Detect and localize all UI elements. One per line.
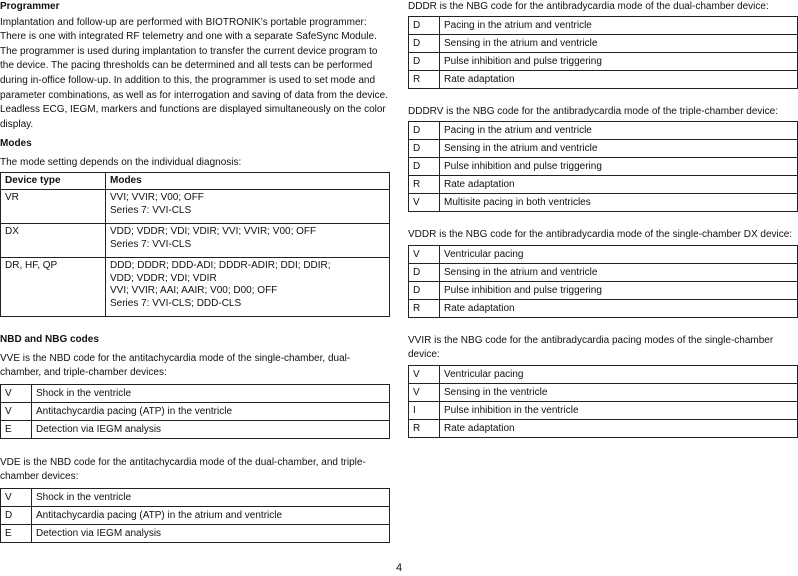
code-cell: I bbox=[409, 401, 440, 419]
table-row bbox=[409, 383, 798, 401]
description-cell: Antitachycardia pacing (ATP) in the atrium and ventricle bbox=[32, 507, 390, 525]
table-row bbox=[1, 420, 390, 438]
modes-heading: Modes bbox=[0, 138, 32, 150]
description-cell: Ventricular pacing bbox=[440, 245, 798, 263]
vvir-intro: VVIR is the NBG code for the antibradycardia pacing modes of the single-chamber device: bbox=[408, 334, 774, 361]
table-row bbox=[409, 16, 798, 34]
code-cell: V bbox=[1, 402, 32, 420]
code-cell: E bbox=[1, 420, 32, 438]
table-row bbox=[409, 419, 798, 437]
description-cell: Rate adaptation bbox=[440, 70, 798, 88]
modes-cell bbox=[106, 190, 390, 224]
table-row bbox=[409, 70, 798, 88]
table-row bbox=[1, 489, 390, 507]
description-cell: Ventricular pacing bbox=[440, 365, 798, 383]
table-row bbox=[1, 507, 390, 525]
header-device-type: Device type bbox=[1, 172, 106, 190]
table-row bbox=[1, 525, 390, 543]
table-row bbox=[409, 34, 798, 52]
code-cell: V bbox=[409, 365, 440, 383]
vde-table bbox=[0, 488, 390, 543]
dddr-intro: DDDR is the NBG code for the antibradycardia mode of the dual-chamber device: bbox=[408, 1, 769, 12]
right-column bbox=[408, 0, 798, 438]
nbd-heading: NBD and NBG codes bbox=[0, 334, 99, 346]
vve-table bbox=[0, 384, 390, 439]
modes-cell bbox=[106, 224, 390, 258]
table-row bbox=[1, 402, 390, 420]
table-row bbox=[409, 263, 798, 281]
code-cell: V bbox=[1, 489, 32, 507]
description-cell: Shock in the ventricle bbox=[32, 384, 390, 402]
table-row bbox=[409, 140, 798, 158]
description-cell: Detection via IEGM analysis bbox=[32, 525, 390, 543]
table-row bbox=[409, 401, 798, 419]
modes-line: Series 7: VVI-CLS; DDD-CLS bbox=[110, 297, 242, 309]
modes-intro: The mode setting depends on the individual diagnosis: bbox=[0, 156, 242, 168]
page-number: 4 bbox=[395, 562, 403, 574]
table-header-row bbox=[1, 172, 390, 190]
table-row bbox=[409, 194, 798, 212]
vvir-table bbox=[408, 365, 798, 438]
dddr-table bbox=[408, 16, 798, 89]
description-cell: Pulse inhibition in the ventricle bbox=[440, 401, 798, 419]
modes-line: VDD; VDDR; VDI; VDIR; VVI; VVIR; V00; OFF bbox=[110, 226, 317, 238]
description-cell: Rate adaptation bbox=[440, 299, 798, 317]
code-cell: R bbox=[409, 176, 440, 194]
description-cell: Sensing in the atrium and ventricle bbox=[440, 34, 798, 52]
modes-line: VVI; VVIR; AAI; AAIR; V00; D00; OFF bbox=[110, 285, 278, 297]
code-cell: R bbox=[409, 419, 440, 437]
code-cell: R bbox=[409, 299, 440, 317]
code-cell: D bbox=[409, 122, 440, 140]
vve-intro: VVE is the NBD code for the antitachycardia mode of the single-chamber, dual-chamber, and triple-chamber devices: bbox=[0, 352, 351, 379]
description-cell: Pulse inhibition and pulse triggering bbox=[440, 281, 798, 299]
description-cell: Pacing in the atrium and ventricle bbox=[440, 122, 798, 140]
code-cell: D bbox=[409, 16, 440, 34]
table-row bbox=[409, 281, 798, 299]
device-type-cell: DR, HF, QP bbox=[1, 258, 106, 317]
code-cell: V bbox=[409, 194, 440, 212]
code-cell: D bbox=[409, 263, 440, 281]
description-cell: Shock in the ventricle bbox=[32, 489, 390, 507]
table-row bbox=[1, 224, 390, 258]
left-column bbox=[0, 0, 390, 543]
description-cell: Sensing in the atrium and ventricle bbox=[440, 263, 798, 281]
code-cell: R bbox=[409, 70, 440, 88]
vddr-table bbox=[408, 245, 798, 318]
code-cell: V bbox=[1, 384, 32, 402]
code-cell: D bbox=[1, 507, 32, 525]
code-cell: V bbox=[409, 383, 440, 401]
vde-intro: VDE is the NBD code for the antitachycardia mode of the dual-chamber, and triple-chamber devices: bbox=[0, 456, 366, 483]
modes-line: VDD; VDDR; VDI; VDIR bbox=[110, 272, 217, 284]
table-row bbox=[409, 176, 798, 194]
modes-line: Series 7: VVI-CLS bbox=[110, 238, 192, 250]
dddrv-table bbox=[408, 121, 798, 212]
description-cell: Multisite pacing in both ventricles bbox=[440, 194, 798, 212]
description-cell: Sensing in the atrium and ventricle bbox=[440, 140, 798, 158]
code-cell: D bbox=[409, 140, 440, 158]
code-cell: V bbox=[409, 245, 440, 263]
description-cell: Antitachycardia pacing (ATP) in the ventricle bbox=[32, 402, 390, 420]
modes-line: VVI; VVIR; V00; OFF bbox=[110, 192, 204, 204]
header-modes: Modes bbox=[106, 172, 390, 190]
code-cell: D bbox=[409, 281, 440, 299]
table-row bbox=[409, 245, 798, 263]
dddrv-intro: DDDRV is the NBG code for the antibradycardia mode of the triple-chamber device: bbox=[408, 105, 778, 117]
modes-table bbox=[0, 172, 390, 318]
description-cell: Rate adaptation bbox=[440, 419, 798, 437]
device-type-cell: DX bbox=[1, 224, 106, 258]
description-cell: Pacing in the atrium and ventricle bbox=[440, 16, 798, 34]
code-cell: E bbox=[1, 525, 32, 543]
code-cell: D bbox=[409, 158, 440, 176]
device-type-cell: VR bbox=[1, 190, 106, 224]
table-row bbox=[409, 158, 798, 176]
description-cell: Detection via IEGM analysis bbox=[32, 420, 390, 438]
description-cell: Pulse inhibition and pulse triggering bbox=[440, 158, 798, 176]
code-cell: D bbox=[409, 34, 440, 52]
programmer-heading: Programmer bbox=[0, 1, 60, 12]
modes-line: DDD; DDDR; DDD-ADI; DDDR-ADIR; DDI; DDIR; bbox=[110, 260, 331, 272]
code-cell: D bbox=[409, 52, 440, 70]
programmer-paragraph: Implantation and follow-up are performed with BIOTRONIK’s portable programmer: There is one with integrated RF telemetry and one with a separate SafeSync Module. The programmer is used during implantation to transfer the current device program to the device. The pacing thresholds can be determined and all tests can be performed during in-office follow-up. In addition to this, the programmer is used to set mode and parameter combinations, as well as for interrogation and saving of data from the device. Leadless ECG, IEGM, markers and functions are displayed simultaneously on the color display. bbox=[0, 16, 388, 130]
description-cell: Rate adaptation bbox=[440, 176, 798, 194]
description-cell: Sensing in the ventricle bbox=[440, 383, 798, 401]
modes-line: Series 7: VVI-CLS bbox=[110, 204, 192, 216]
table-row bbox=[409, 122, 798, 140]
table-row bbox=[1, 384, 390, 402]
table-row bbox=[409, 52, 798, 70]
modes-cell bbox=[106, 258, 390, 317]
table-row bbox=[409, 365, 798, 383]
table-row bbox=[1, 190, 390, 224]
vddr-intro: VDDR is the NBG code for the antibradycardia mode of the single-chamber DX device: bbox=[408, 229, 793, 241]
description-cell: Pulse inhibition and pulse triggering bbox=[440, 52, 798, 70]
table-row bbox=[1, 258, 390, 317]
table-row bbox=[409, 299, 798, 317]
